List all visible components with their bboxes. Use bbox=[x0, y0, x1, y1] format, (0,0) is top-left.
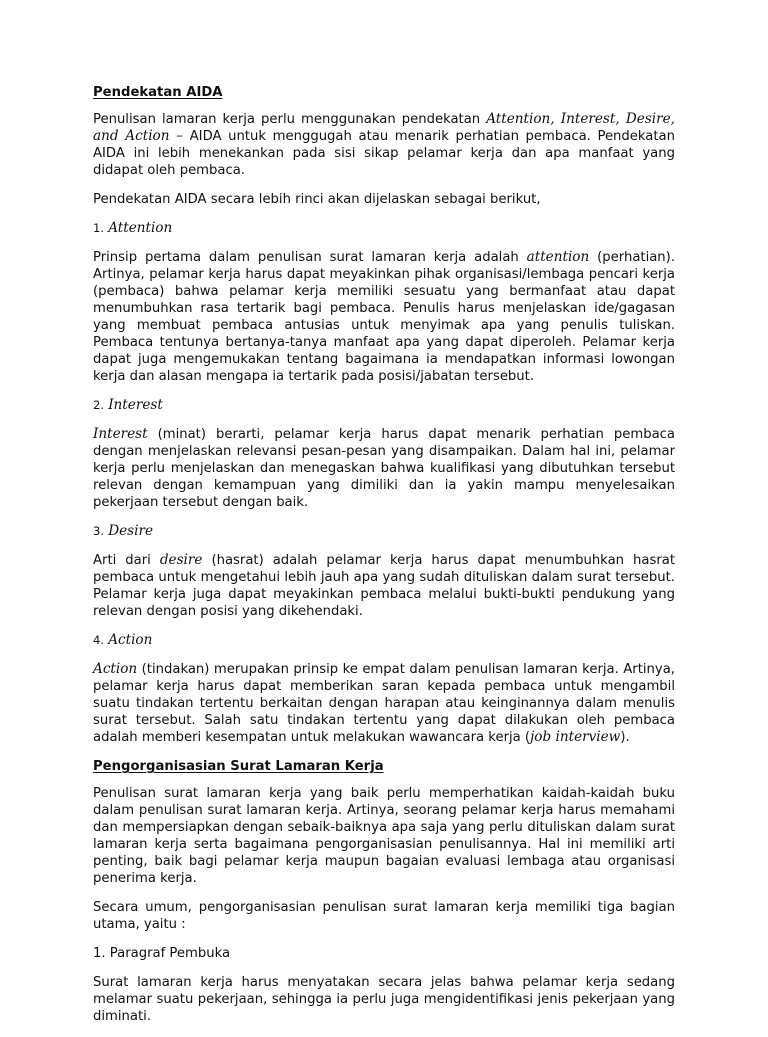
attention-text-c: (perhatian). Artinya, pelamar kerja harus dapat meyakinkan pihak organisasi/lembaga pencari kerja (pembaca) bahwa pelamar kerja memiliki sesuatu yang bermanfaat atau dapat menumbuhkan rasa tertarik bagi pembaca. Penulis harus menjelaskan ide/gagasan yang membuat pembaca antusias untuk menyimak apa yang penulis tuliskan. Pembaca tentunya bertanya-tanya manfaat apa yang dapat diperoleh. Pelamar kerja dapat juga mengemukakan tentang bagaimana ia mendapatkan informasi lowongan kerja dan alasan mengapa ia tertarik pada posisi/jabatan tersebut. bbox=[93, 250, 676, 384]
section-title-desire bbox=[93, 523, 675, 540]
action-text-b: (tindakan) merupakan prinsip ke empat dalam penulisan lamaran kerja. Artinya, pelamar kerja harus dapat memberikan saran kepada pembaca untuk mengambil suatu tindakan tertentu berkaitan dengan harapan atau keinginannya dalam menulis surat tersebut. Salah satu tindakan tertentu yang dapat dilakukan oleh pembaca adalah memberi kesempatan untuk melakukan wawancara kerja ( bbox=[93, 662, 675, 745]
action-text-d: ). bbox=[620, 730, 630, 745]
section-number: 3. bbox=[93, 524, 104, 538]
section-title-action bbox=[93, 632, 675, 649]
section-title: Interest bbox=[108, 397, 163, 413]
intro-text-aida-terms: Attention, Interest, Desire, and Action – bbox=[93, 111, 675, 144]
section-title: Action bbox=[108, 632, 153, 648]
section-title-interest bbox=[93, 397, 675, 414]
interest-text-term: Interest bbox=[93, 426, 148, 442]
paragraph-organisation: Penulisan surat lamaran kerja yang baik perlu memperhatikan kaidah-kaidah buku dalam penulisan surat lamaran kerja. Artinya, seorang pelamar kerja harus memahami dan mempersiapkan dengan sebaik-baiknya apa saja yang perlu dituliskan dalam surat lamaran kerja serta bagaimana pengorganisasian penulisannya. Hal ini memiliki arti penting, baik bagi pelamar kerja maupun bagaian evaluasi lembaga atau organisasi penerima kerja. bbox=[93, 786, 675, 886]
attention-text-term: attention bbox=[526, 249, 590, 265]
list-item-paragraf-pembuka: 1. Paragraf Pembuka bbox=[93, 946, 231, 961]
attention-text-a: Prinsip pertama dalam penulisan surat lamaran kerja adalah bbox=[93, 250, 527, 265]
desire-text-term: desire bbox=[159, 552, 203, 568]
paragraph-attention bbox=[93, 249, 675, 385]
action-text-term: Action bbox=[93, 661, 138, 677]
heading-pengorganisasian: Pengorganisasian Surat Lamaran Kerja bbox=[93, 759, 384, 774]
document-page bbox=[93, 84, 675, 1037]
desire-text-a: Arti dari bbox=[93, 553, 160, 568]
desire-text-c: (hasrat) adalah pelamar kerja harus dapat menumbuhkan hasrat pembaca untuk mengetahui lebih jauh apa yang sudah dituliskan dalam surat tersebut. Pelamar kerja juga dapat meyakinkan pembaca melalui bukti-bukti pendukung yang relevan dengan posisi yang dikehendaki. bbox=[93, 553, 676, 619]
section-number: 1. bbox=[93, 221, 104, 235]
heading-pendekatan-aida: Pendekatan AIDA bbox=[93, 85, 223, 100]
interest-text-b: (minat) berarti, pelamar kerja harus dapat menarik perhatian pembaca dengan menjelaskan relevansi pesan-pesan yang disampaikan. Dalam hal ini, pelamar kerja perlu menjelaskan dan menegaskan bahwa kualifikasi yang dibutuhkan tersebut relevan dengan kemampuan yang dimiliki dan ia yakin mampu menyelesaikan pekerjaan tersebut dengan baik. bbox=[93, 427, 675, 510]
section-title: Attention bbox=[108, 220, 173, 236]
section-number: 2. bbox=[93, 398, 104, 412]
paragraph-opening: Surat lamaran kerja harus menyatakan secara jelas bahwa pelamar kerja sedang melamar suatu pekerjaan, sehingga ia perlu juga mengidentifikasi jenis pekerjaan yang diminati. bbox=[93, 975, 675, 1024]
paragraph-interest bbox=[93, 426, 675, 511]
section-number: 4. bbox=[93, 633, 104, 647]
paragraph-action bbox=[93, 661, 675, 746]
paragraph-three-parts: Secara umum, pengorganisasian penulisan surat lamaran kerja memiliki tiga bagian utama, yaitu : bbox=[93, 900, 675, 932]
section-title-attention bbox=[93, 220, 675, 237]
paragraph-detail-lead: Pendekatan AIDA secara lebih rinci akan dijelaskan sebagai berikut, bbox=[93, 192, 541, 207]
paragraph-intro bbox=[93, 111, 675, 179]
intro-text-a: Penulisan lamaran kerja perlu menggunakan pendekatan bbox=[93, 112, 487, 127]
action-text-job-interview: job interview bbox=[530, 729, 621, 745]
paragraph-desire bbox=[93, 552, 675, 620]
section-title: Desire bbox=[108, 523, 153, 539]
intro-text-c: AIDA untuk menggugah atau menarik perhatian pembaca. Pendekatan AIDA ini lebih menekankan pada sisi sikap pelamar kerja dan apa manfaat yang didapat oleh pembaca. bbox=[93, 129, 675, 178]
